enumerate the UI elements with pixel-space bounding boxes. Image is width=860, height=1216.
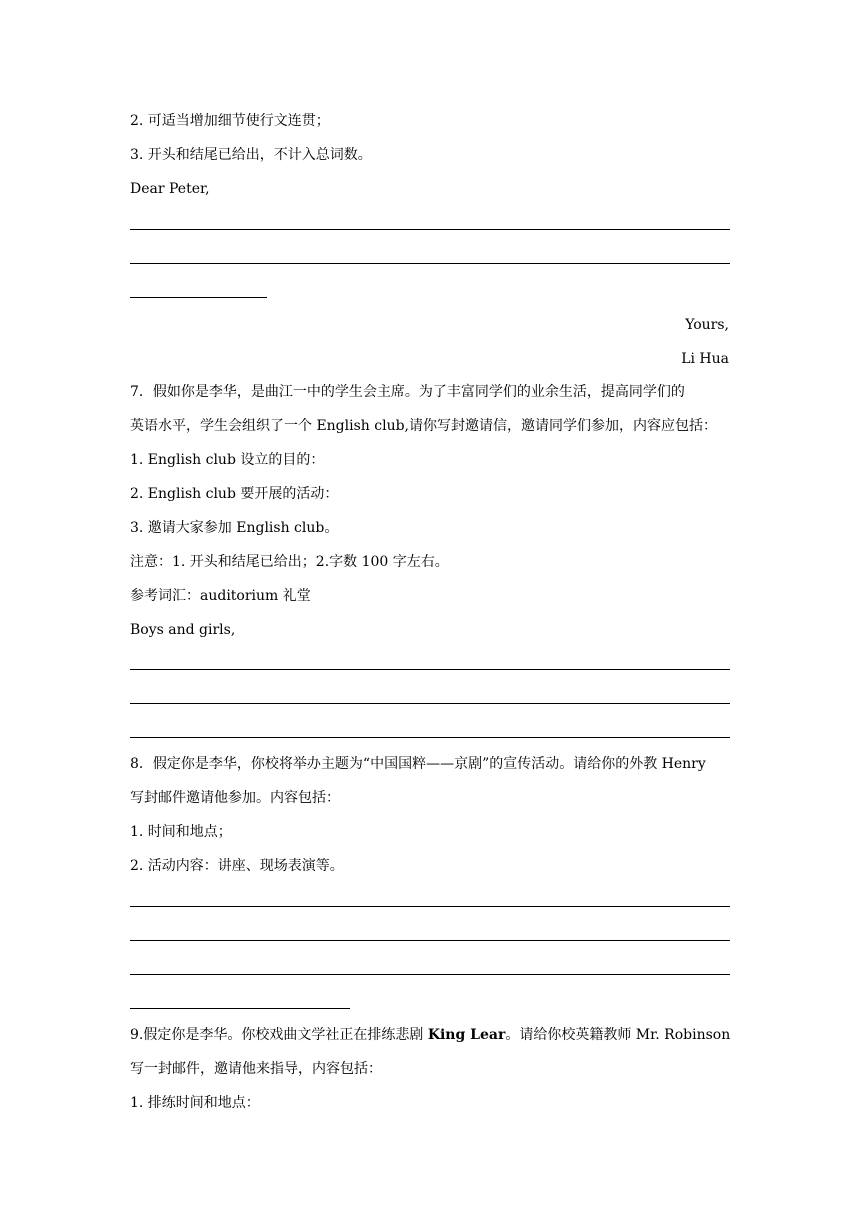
q9-prompt-post: 。请给你校英籍教师 Mr. Robinson bbox=[505, 1027, 731, 1043]
q9-prompt-line-1 bbox=[130, 1025, 730, 1045]
q7-note: 注意：1. 开头和结尾已给出；2.字数 100 字左右。 bbox=[130, 554, 449, 570]
q8-prompt-line-2: 写封邮件邀请他参加。内容包括： bbox=[130, 790, 340, 806]
q6-signature: Li Hua bbox=[681, 351, 729, 367]
q8-answer-line-1 bbox=[130, 906, 730, 907]
q6-note-3: 3. 开头和结尾已给出，不计入总词数。 bbox=[130, 147, 372, 163]
q8-item-2: 2. 活动内容：讲座、现场表演等。 bbox=[130, 858, 344, 874]
q7-prompt-line-2: 英语水平，学生会组织了一个 English club,请你写封邀请信，邀请同学们参加，内容应包括： bbox=[130, 418, 717, 434]
q7-item-2: 2. English club 要开展的活动： bbox=[130, 486, 339, 502]
q7-prompt-line-1: 7．假如你是李华，是曲江一中的学生会主席。为了丰富同学们的业余生活，提高同学们的 bbox=[130, 384, 685, 400]
q6-note-2: 2. 可适当增加细节使行文连贯； bbox=[130, 113, 330, 129]
q7-salutation: Boys and girls, bbox=[130, 622, 236, 638]
q8-answer-line-2 bbox=[130, 940, 730, 941]
q7-item-3: 3. 邀请大家参加 English club。 bbox=[130, 520, 339, 536]
q7-answer-line-3 bbox=[130, 737, 730, 738]
q8-item-1: 1. 时间和地点； bbox=[130, 824, 232, 840]
q6-closing: Yours, bbox=[685, 317, 729, 333]
q7-answer-line-2 bbox=[130, 703, 730, 704]
q7-item-1: 1. English club 设立的目的： bbox=[130, 452, 325, 468]
q8-answer-line-4 bbox=[130, 1008, 350, 1009]
q6-answer-line-1 bbox=[130, 229, 730, 230]
q8-answer-line-3 bbox=[130, 974, 730, 975]
q6-answer-line-2 bbox=[130, 263, 730, 264]
q7-vocab: 参考词汇：auditorium 礼堂 bbox=[130, 588, 311, 604]
q6-salutation: Dear Peter, bbox=[130, 181, 210, 197]
q9-prompt-line-2: 写一封邮件，邀请他来指导，内容包括： bbox=[130, 1061, 382, 1077]
q9-item-1: 1. 排练时间和地点： bbox=[130, 1095, 260, 1111]
q9-prompt-pre: 9.假定你是李华。你校戏曲文学社正在排练悲剧 bbox=[130, 1027, 428, 1043]
q6-answer-line-3 bbox=[130, 297, 267, 298]
q8-prompt-line-1: 8．假定你是李华，你校将举办主题为“中国国粹——京剧”的宣传活动。请给你的外教 Henry bbox=[130, 756, 706, 772]
q9-play-title: King Lear bbox=[427, 1027, 506, 1043]
q7-answer-line-1 bbox=[130, 669, 730, 670]
